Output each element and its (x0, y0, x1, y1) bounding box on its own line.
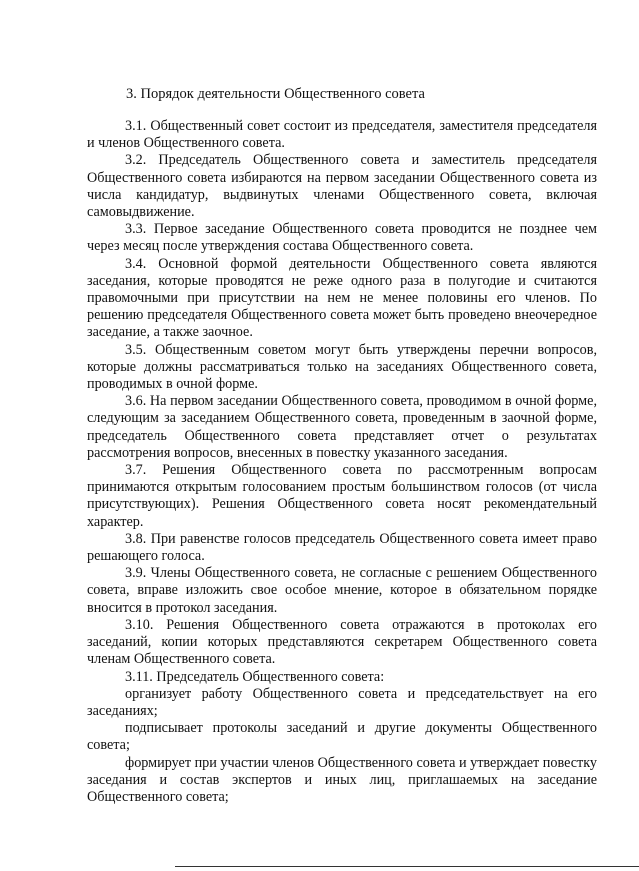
paragraph-3-3: 3.3. Первое заседание Общественного совета проводится не позднее чем через месяц после утверждения состава Общественного совета. (87, 221, 597, 255)
paragraph-3-5: 3.5. Общественным советом могут быть утверждены перечни вопросов, которые должны рассматриваться только на заседаниях Общественного совета, проводимых в очной форме. (87, 341, 597, 393)
list-item-organize: организует работу Общественного совета и председательствует на его заседаниях; (87, 685, 597, 719)
paragraph-3-4: 3.4. Основной формой деятельности Общественного совета являются заседания, которые проводятся не реже одного раза в полугодие и считаются правомочными при присутствии на нем не менее половины его членов. По решению председателя Общественного совета может быть проведено внеочередное заседание, а также заочное. (87, 255, 597, 341)
paragraph-3-9: 3.9. Члены Общественного совета, не согласные с решением Общественного совета, вправе изложить свое особое мнение, которое в обязательном порядке вносится в протокол заседания. (87, 565, 597, 616)
section-body (87, 118, 597, 806)
scan-edge-line (175, 866, 639, 867)
list-item-sign-protocols: подписывает протоколы заседаний и другие документы Общественного совета; (87, 720, 597, 754)
list-item-form-agenda: формирует при участии членов Общественного совета и утверждает повестку заседания и состав экспертов и иных лиц, приглашаемых на заседание Общественного совета; (87, 754, 598, 805)
paragraph-3-7: 3.7. Решения Общественного совета по рассмотренным вопросам принимаются открытым голосованием простым большинством голосов (от числа присутствующих). Решения Общественного совета носят рекомендательный характер. (87, 462, 597, 530)
paragraph-3-1: 3.1. Общественный совет состоит из председателя, заместителя председателя и членов Общественного совета. (87, 118, 597, 152)
paragraph-3-11: 3.11. Председатель Общественного совета: (125, 668, 385, 685)
paragraph-3-6: 3.6. На первом заседании Общественного совета, проводимом в очной форме, следующим за заседанием Общественного совета, проведенным в заочной форме, председатель Общественного совета представляет отчет о результатах рассмотрения вопросов, внесенных в повестку указанного заседания. (87, 393, 597, 461)
section-heading: 3. Порядок деятельности Общественного совета (126, 86, 425, 102)
paragraph-3-10: 3.10. Решения Общественного совета отражаются в протоколах его заседаний, копии которых представляются секретарем Общественного совета членам Общественного совета. (87, 616, 597, 668)
paragraph-3-8: 3.8. При равенстве голосов председатель Общественного совета имеет право решающего голоса. (87, 530, 597, 565)
paragraph-3-2: 3.2. Председатель Общественного совета и заместитель председателя Общественного совета избираются на первом заседании Общественного совета из числа кандидатур, выдвинутых членами Общественного совета, включая самовыдвижение. (87, 152, 597, 221)
